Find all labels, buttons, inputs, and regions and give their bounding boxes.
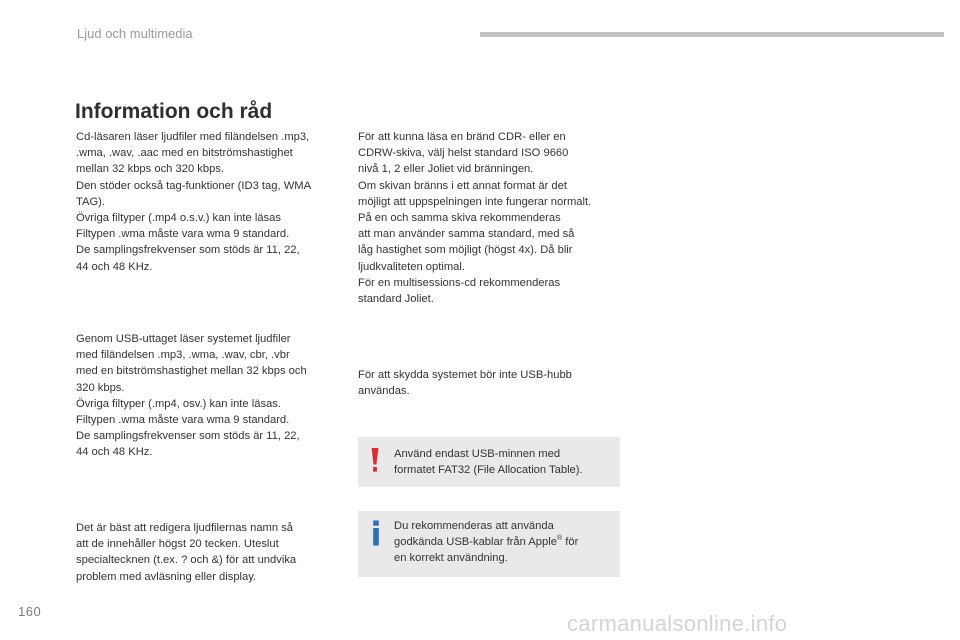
text-line: 320 kbps.: [76, 381, 125, 394]
text-line: [394, 534, 612, 550]
text-line: För att kunna läsa en bränd CDR- eller en: [358, 131, 566, 143]
text-line: CDRW-skiva, välj helst standard ISO 9660: [358, 147, 569, 160]
text-line: låg hastighet som möjligt (högst 4x). Då blir: [358, 244, 573, 257]
warning-note-text: [394, 446, 612, 478]
watermark-text: carmanualsonline.info: [567, 611, 788, 636]
text-segment: godkända USB-kablar från Apple: [394, 536, 557, 549]
right-paragraph-usb-hub: [358, 367, 626, 399]
info-i-icon: [371, 520, 381, 546]
text-line: För en multisessions-cd rekommenderas: [358, 276, 561, 289]
text-line: Genom USB-uttaget läser systemet ljudfiler: [76, 333, 291, 345]
text-line: Du rekommenderas att använda: [394, 520, 554, 532]
text-segment: för: [562, 536, 579, 549]
text-line: en korrekt användning.: [394, 552, 508, 565]
text-line: TAG).: [76, 195, 106, 208]
text-line: Övriga filtyper (.mp4 o.s.v.) kan inte läsas: [76, 212, 281, 225]
text-line: problem med avläsning eller display.: [76, 570, 257, 583]
left-paragraph-cd-formats: [76, 129, 346, 275]
right-paragraph-burning: [358, 129, 628, 307]
header-divider-bar: [480, 32, 944, 37]
text-line: Det är bäst att redigera ljudfilernas namn så: [76, 522, 294, 534]
exclamation-icon: [371, 447, 379, 473]
info-note-box: [358, 511, 620, 577]
text-line: mellan 32 kbps och 320 kbps.: [76, 163, 225, 176]
info-note-text: [394, 518, 612, 567]
left-paragraph-filenames: [76, 520, 344, 585]
text-line: De samplingsfrekvenser som stöds är 11, 22,: [76, 244, 300, 257]
text-line: Använd endast USB-minnen med: [394, 448, 561, 460]
text-line: att de innehåller högst 20 tecken. Uteslut: [76, 538, 279, 551]
text-line: Övriga filtyper (.mp4, osv.) kan inte läsas.: [76, 397, 281, 410]
page-number: 160: [18, 604, 42, 619]
registered-mark: ®: [556, 535, 563, 543]
text-line: Filtypen .wma måste vara wma 9 standard.: [76, 414, 290, 427]
text-line: Om skivan bränns i ett annat format är det: [358, 179, 567, 192]
text-line: standard Joliet.: [358, 293, 434, 306]
text-line: formatet FAT32 (File Allocation Table).: [394, 464, 583, 477]
text-line: att man använder samma standard, med så: [358, 228, 575, 241]
text-line: användas.: [358, 385, 410, 398]
text-line: specialtecknen (t.ex. ? och &) för att undvika: [76, 554, 297, 567]
section-header-title: Ljud och multimedia: [77, 26, 193, 41]
text-line: Den stöder också tag-funktioner (ID3 tag, WMA: [76, 179, 312, 192]
text-line: med en bitströmshastighet mellan 32 kbps och: [76, 365, 307, 378]
text-line: nivå 1, 2 eller Joliet vid bränningen.: [358, 163, 534, 176]
text-line: möjligt att uppspelningen inte fungerar normalt.: [358, 195, 592, 208]
left-paragraph-usb-formats: [76, 331, 344, 461]
text-line: På en och samma skiva rekommenderas: [358, 212, 561, 225]
warning-note-box: [358, 437, 620, 487]
text-line: De samplingsfrekvenser som stöds är 11, 22,: [76, 430, 300, 443]
text-line: För att skydda systemet bör inte USB-hubb: [358, 369, 572, 381]
page-heading: Information och råd: [75, 100, 273, 123]
text-line: ljudkvaliteten optimal.: [358, 260, 465, 273]
text-line: Cd-läsaren läser ljudfiler med filändelsen .mp3,: [76, 131, 310, 143]
text-line: med filändelsen .mp3, .wma, .wav, cbr, .vbr: [76, 349, 290, 362]
text-line: Filtypen .wma måste vara wma 9 standard.: [76, 228, 290, 241]
text-line: 44 och 48 KHz.: [76, 260, 153, 273]
text-line: .wma, .wav, .aac med en bitströmshastighet: [76, 147, 293, 160]
text-line: 44 och 48 KHz.: [76, 446, 153, 459]
